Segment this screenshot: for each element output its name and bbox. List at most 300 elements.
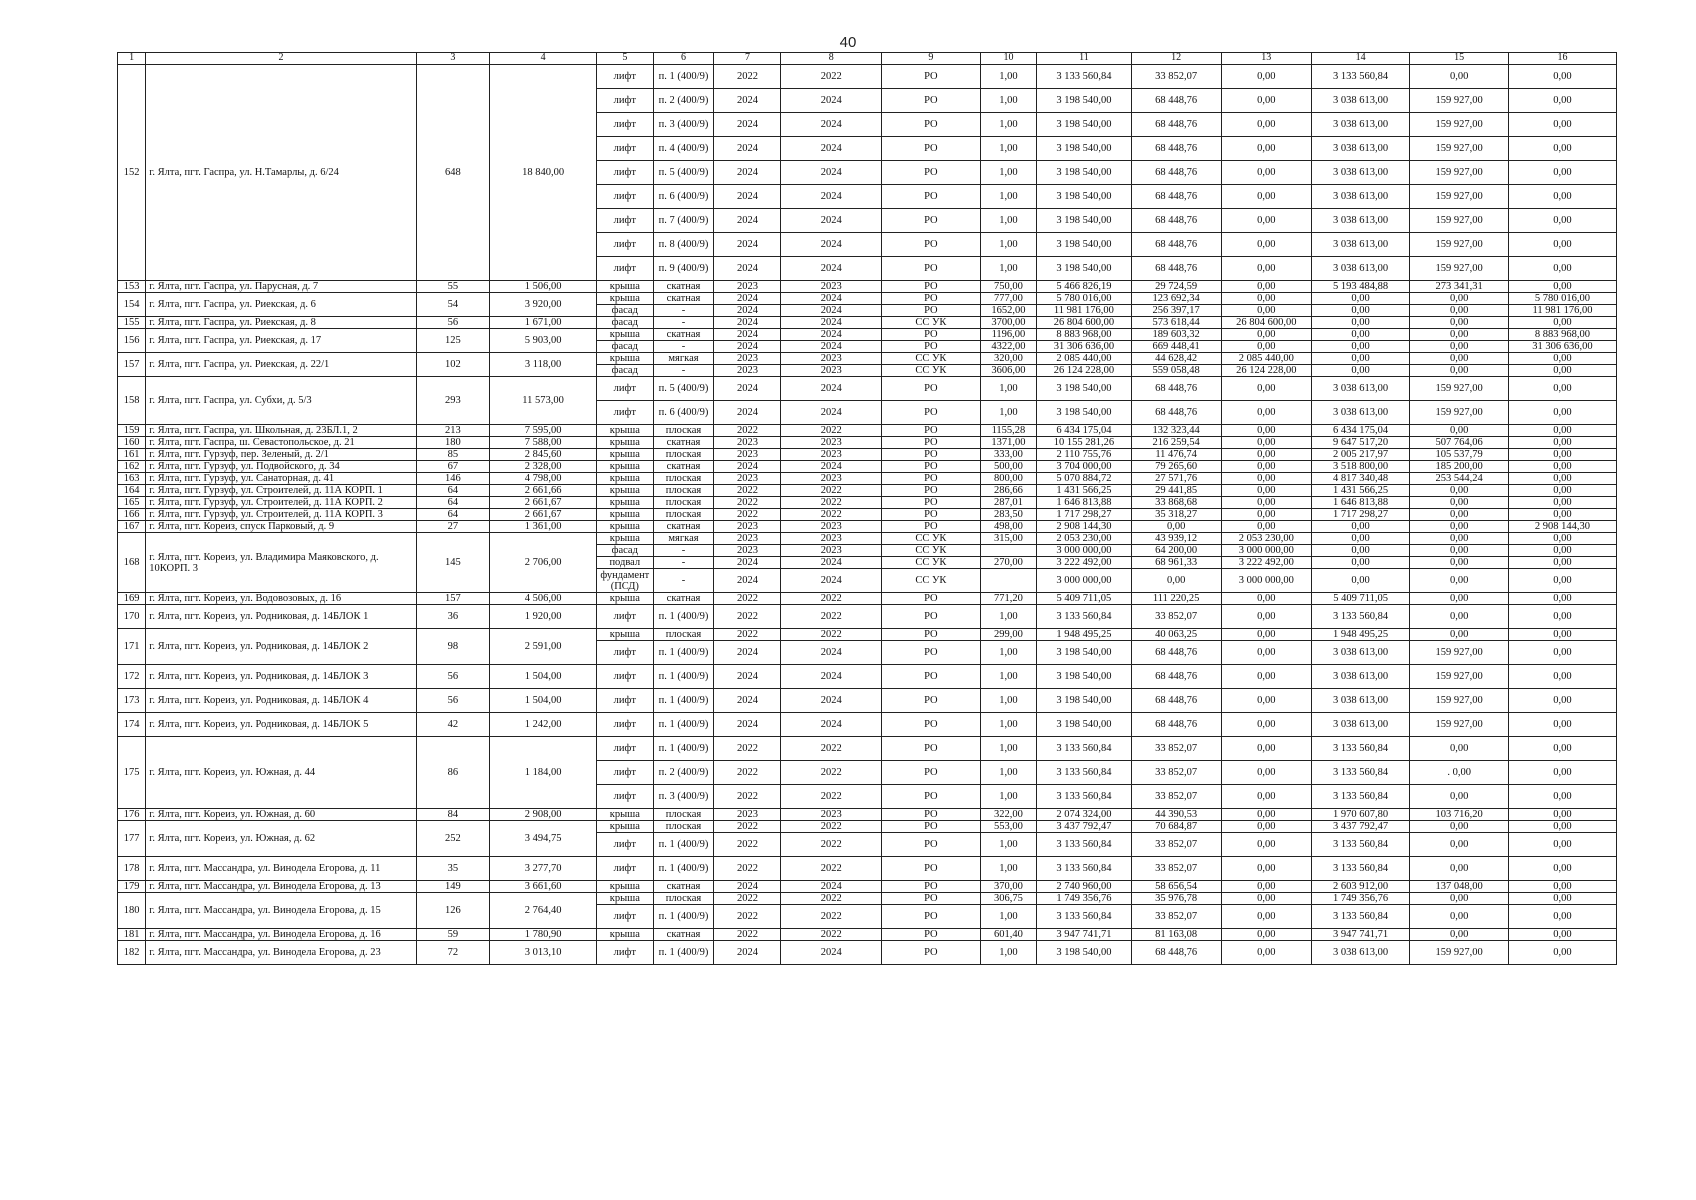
unit-cost-cell: 68 448,76 [1131,209,1221,233]
fund-funds-cell: 3 437 792,47 [1311,821,1410,833]
owners-funds-cell: 0,00 [1221,377,1311,401]
owners-funds-cell: 0,00 [1221,941,1311,965]
unit-cost-cell: 256 397,17 [1131,305,1221,317]
table-row [118,461,1617,473]
year-start-cell: 2022 [714,857,781,881]
other-funds-cell: 2 908 144,30 [1508,521,1616,533]
cost-cell: 3 133 560,84 [1037,65,1131,89]
apartments-cell: 98 [416,629,489,665]
budget-funds-cell: 253 544,24 [1410,473,1509,485]
unit-cost-cell: 68 448,76 [1131,665,1221,689]
address-cell: г. Ялта, пгт. Гурзуф, ул. Строителей, д. 11А КОРП. 3 [146,509,416,521]
apartments-cell: 125 [416,329,489,353]
element-cell: крыша [597,497,654,509]
owners-funds-cell: 0,00 [1221,665,1311,689]
owners-funds-cell: 26 804 600,00 [1221,317,1311,329]
column-header: 5 [597,53,654,65]
other-funds-cell: 0,00 [1508,713,1616,737]
type-cell: п. 1 (400/9) [653,65,714,89]
fund-funds-cell: 0,00 [1311,569,1410,593]
element-cell: крыша [597,533,654,545]
unit-cost-cell: 33 852,07 [1131,833,1221,857]
method-cell: РО [882,185,981,209]
fund-funds-cell: 3 133 560,84 [1311,737,1410,761]
other-funds-cell: 0,00 [1508,881,1616,893]
unit-cost-cell: 573 618,44 [1131,317,1221,329]
fund-funds-cell: 9 647 517,20 [1311,437,1410,449]
unit-cost-cell: 11 476,74 [1131,449,1221,461]
owners-funds-cell: 0,00 [1221,425,1311,437]
element-cell: фундамент (ПСД) [597,569,654,593]
type-cell: п. 1 (400/9) [653,665,714,689]
volume-cell: 1,00 [980,941,1037,965]
row-number-cell: 168 [118,533,146,593]
area-cell: 1 242,00 [490,713,597,737]
unit-cost-cell: 68 448,76 [1131,401,1221,425]
type-cell: - [653,317,714,329]
method-cell: СС УК [882,533,981,545]
year-start-cell: 2024 [714,89,781,113]
year-start-cell: 2024 [714,305,781,317]
table-row [118,353,1617,365]
year-start-cell: 2022 [714,929,781,941]
other-funds-cell: 0,00 [1508,317,1616,329]
budget-funds-cell: 0,00 [1410,65,1509,89]
budget-funds-cell: 159 927,00 [1410,113,1509,137]
year-start-cell: 2022 [714,605,781,629]
owners-funds-cell: 0,00 [1221,509,1311,521]
unit-cost-cell: 29 441,85 [1131,485,1221,497]
budget-funds-cell: 159 927,00 [1410,185,1509,209]
method-cell: РО [882,65,981,89]
row-number-cell: 158 [118,377,146,425]
column-header: 13 [1221,53,1311,65]
year-end-cell: 2023 [781,449,882,461]
area-cell: 3 277,70 [490,857,597,881]
type-cell: п. 1 (400/9) [653,905,714,929]
table-row [118,521,1617,533]
method-cell: СС УК [882,569,981,593]
table-row [118,713,1617,737]
year-start-cell: 2023 [714,533,781,545]
volume-cell: 1,00 [980,377,1037,401]
address-cell: г. Ялта, пгт. Кореиз, ул. Южная, д. 44 [146,737,416,809]
other-funds-cell: 0,00 [1508,569,1616,593]
budget-funds-cell: 185 200,00 [1410,461,1509,473]
address-cell: г. Ялта, пгт. Кореиз, ул. Родниковая, д. 14БЛОК 4 [146,689,416,713]
volume-cell: 1,00 [980,137,1037,161]
year-end-cell: 2024 [781,377,882,401]
address-cell: г. Ялта, пгт. Гаспра, ул. Риекская, д. 6 [146,293,416,317]
cost-cell: 3 198 540,00 [1037,941,1131,965]
budget-funds-cell: 159 927,00 [1410,713,1509,737]
budget-funds-cell: 0,00 [1410,317,1509,329]
year-end-cell: 2022 [781,905,882,929]
unit-cost-cell: 44 390,53 [1131,809,1221,821]
other-funds-cell: 0,00 [1508,641,1616,665]
year-start-cell: 2023 [714,365,781,377]
budget-funds-cell: 0,00 [1410,929,1509,941]
volume-cell: 1,00 [980,761,1037,785]
cost-cell: 2 074 324,00 [1037,809,1131,821]
address-cell: г. Ялта, пгт. Гаспра, ул. Парусная, д. 7 [146,281,416,293]
row-number-cell: 163 [118,473,146,485]
method-cell: РО [882,257,981,281]
type-cell: п. 1 (400/9) [653,689,714,713]
owners-funds-cell: 0,00 [1221,341,1311,353]
table-row [118,689,1617,713]
element-cell: крыша [597,437,654,449]
unit-cost-cell: 68 448,76 [1131,713,1221,737]
address-cell: г. Ялта, пгт. Массандра, ул. Винодела Егорова, д. 23 [146,941,416,965]
type-cell: п. 5 (400/9) [653,377,714,401]
year-end-cell: 2023 [781,533,882,545]
repair-program-table [117,52,1617,965]
apartments-cell: 54 [416,293,489,317]
type-cell: скатная [653,881,714,893]
volume-cell: 287,01 [980,497,1037,509]
method-cell: РО [882,137,981,161]
area-cell: 1 920,00 [490,605,597,629]
volume-cell: 1,00 [980,401,1037,425]
other-funds-cell: 0,00 [1508,545,1616,557]
address-cell: г. Ялта, пгт. Гаспра, ул. Риекская, д. 22/1 [146,353,416,377]
volume-cell: 299,00 [980,629,1037,641]
other-funds-cell: 0,00 [1508,689,1616,713]
element-cell: фасад [597,365,654,377]
year-end-cell: 2024 [781,569,882,593]
year-end-cell: 2022 [781,737,882,761]
year-start-cell: 2024 [714,881,781,893]
owners-funds-cell: 3 222 492,00 [1221,557,1311,569]
year-start-cell: 2022 [714,509,781,521]
element-cell: лифт [597,605,654,629]
owners-funds-cell: 0,00 [1221,929,1311,941]
year-start-cell: 2024 [714,257,781,281]
volume-cell: 1,00 [980,713,1037,737]
row-number-cell: 167 [118,521,146,533]
column-header: 12 [1131,53,1221,65]
volume-cell: 322,00 [980,809,1037,821]
owners-funds-cell: 0,00 [1221,833,1311,857]
address-cell: г. Ялта, пгт. Гурзуф, ул. Санаторная, д. 41 [146,473,416,485]
type-cell: п. 3 (400/9) [653,113,714,137]
other-funds-cell: 0,00 [1508,893,1616,905]
year-end-cell: 2023 [781,353,882,365]
owners-funds-cell: 0,00 [1221,761,1311,785]
table-row [118,533,1617,545]
table-row [118,881,1617,893]
owners-funds-cell: 0,00 [1221,857,1311,881]
address-cell: г. Ялта, пгт. Массандра, ул. Винодела Егорова, д. 15 [146,893,416,929]
row-number-cell: 154 [118,293,146,317]
address-cell: г. Ялта, пгт. Кореиз, ул. Южная, д. 62 [146,821,416,857]
fund-funds-cell: 0,00 [1311,365,1410,377]
unit-cost-cell: 64 200,00 [1131,545,1221,557]
year-start-cell: 2022 [714,821,781,833]
fund-funds-cell: 0,00 [1311,317,1410,329]
volume-cell: 1155,28 [980,425,1037,437]
cost-cell: 3 947 741,71 [1037,929,1131,941]
fund-funds-cell: 0,00 [1311,305,1410,317]
owners-funds-cell: 2 053 230,00 [1221,533,1311,545]
method-cell: РО [882,233,981,257]
owners-funds-cell: 0,00 [1221,137,1311,161]
element-cell: фасад [597,317,654,329]
row-number-cell: 171 [118,629,146,665]
year-start-cell: 2022 [714,629,781,641]
year-end-cell: 2022 [781,821,882,833]
year-end-cell: 2022 [781,65,882,89]
fund-funds-cell: 0,00 [1311,545,1410,557]
year-end-cell: 2024 [781,113,882,137]
volume-cell: 1,00 [980,113,1037,137]
fund-funds-cell: 6 434 175,04 [1311,425,1410,437]
element-cell: лифт [597,377,654,401]
address-cell: г. Ялта, пгт. Массандра, ул. Винодела Егорова, д. 13 [146,881,416,893]
fund-funds-cell: 0,00 [1311,293,1410,305]
method-cell: РО [882,161,981,185]
fund-funds-cell: 0,00 [1311,521,1410,533]
element-cell: фасад [597,341,654,353]
type-cell: п. 1 (400/9) [653,857,714,881]
year-end-cell: 2023 [781,473,882,485]
area-cell: 2 328,00 [490,461,597,473]
unit-cost-cell: 68 448,76 [1131,641,1221,665]
cost-cell: 1 948 495,25 [1037,629,1131,641]
address-cell: г. Ялта, пгт. Кореиз, ул. Водовозовых, д. 16 [146,593,416,605]
element-cell: лифт [597,89,654,113]
volume-cell: 1,00 [980,689,1037,713]
volume-cell: 1,00 [980,605,1037,629]
budget-funds-cell: 105 537,79 [1410,449,1509,461]
other-funds-cell: 0,00 [1508,461,1616,473]
year-start-cell: 2022 [714,593,781,605]
year-start-cell: 2023 [714,281,781,293]
unit-cost-cell: 68 448,76 [1131,233,1221,257]
year-end-cell: 2024 [781,329,882,341]
method-cell: РО [882,737,981,761]
address-cell: г. Ялта, пгт. Гурзуф, ул. Подвойского, д. 34 [146,461,416,473]
method-cell: РО [882,377,981,401]
method-cell: РО [882,929,981,941]
type-cell: - [653,305,714,317]
volume-cell: 1,00 [980,209,1037,233]
year-end-cell: 2022 [781,857,882,881]
volume-cell: 1,00 [980,233,1037,257]
year-start-cell: 2023 [714,353,781,365]
owners-funds-cell: 0,00 [1221,329,1311,341]
cost-cell: 3 704 000,00 [1037,461,1131,473]
cost-cell: 3 198 540,00 [1037,689,1131,713]
address-cell: г. Ялта, пгт. Гаспра, ул. Школьная, д. 23БЛ.1, 2 [146,425,416,437]
fund-funds-cell: 3 133 560,84 [1311,905,1410,929]
volume-cell: 777,00 [980,293,1037,305]
fund-funds-cell: 3 038 613,00 [1311,689,1410,713]
budget-funds-cell: 159 927,00 [1410,665,1509,689]
method-cell: РО [882,713,981,737]
budget-funds-cell: 159 927,00 [1410,89,1509,113]
budget-funds-cell: 0,00 [1410,353,1509,365]
element-cell: крыша [597,521,654,533]
method-cell: РО [882,593,981,605]
apartments-cell: 42 [416,713,489,737]
cost-cell: 3 437 792,47 [1037,821,1131,833]
table-row [118,665,1617,689]
other-funds-cell: 0,00 [1508,437,1616,449]
budget-funds-cell: 273 341,31 [1410,281,1509,293]
other-funds-cell: 0,00 [1508,365,1616,377]
address-cell: г. Ялта, пгт. Кореиз, спуск Парковый, д. 9 [146,521,416,533]
apartments-cell: 149 [416,881,489,893]
type-cell: п. 6 (400/9) [653,401,714,425]
apartments-cell: 64 [416,509,489,521]
other-funds-cell: 5 780 016,00 [1508,293,1616,305]
owners-funds-cell: 0,00 [1221,185,1311,209]
type-cell: - [653,557,714,569]
row-number-cell: 152 [118,65,146,281]
volume-cell: 601,40 [980,929,1037,941]
element-cell: крыша [597,893,654,905]
volume-cell: 370,00 [980,881,1037,893]
cost-cell: 3 198 540,00 [1037,665,1131,689]
row-number-cell: 155 [118,317,146,329]
cost-cell: 3 222 492,00 [1037,557,1131,569]
element-cell: подвал [597,557,654,569]
table-row [118,317,1617,329]
owners-funds-cell: 0,00 [1221,281,1311,293]
cost-cell: 5 466 826,19 [1037,281,1131,293]
fund-funds-cell: 3 133 560,84 [1311,785,1410,809]
method-cell: РО [882,665,981,689]
apartments-cell: 157 [416,593,489,605]
volume-cell: 283,50 [980,509,1037,521]
apartments-cell: 213 [416,425,489,437]
area-cell: 2 764,40 [490,893,597,929]
other-funds-cell: 0,00 [1508,929,1616,941]
fund-funds-cell: 0,00 [1311,341,1410,353]
unit-cost-cell: 68 448,76 [1131,941,1221,965]
year-end-cell: 2024 [781,401,882,425]
year-end-cell: 2024 [781,137,882,161]
year-start-cell: 2022 [714,65,781,89]
apartments-cell: 64 [416,497,489,509]
unit-cost-cell: 33 852,07 [1131,605,1221,629]
row-number-cell: 170 [118,605,146,629]
apartments-cell: 36 [416,605,489,629]
owners-funds-cell: 3 000 000,00 [1221,569,1311,593]
element-cell: лифт [597,65,654,89]
budget-funds-cell: 0,00 [1410,533,1509,545]
owners-funds-cell: 0,00 [1221,257,1311,281]
year-end-cell: 2023 [781,437,882,449]
row-number-cell: 181 [118,929,146,941]
volume-cell: 500,00 [980,461,1037,473]
row-number-cell: 169 [118,593,146,605]
fund-funds-cell: 3 133 560,84 [1311,833,1410,857]
budget-funds-cell: 0,00 [1410,821,1509,833]
element-cell: крыша [597,509,654,521]
method-cell: РО [882,461,981,473]
fund-funds-cell: 1 431 566,25 [1311,485,1410,497]
area-cell: 3 661,60 [490,881,597,893]
type-cell: скатная [653,593,714,605]
year-start-cell: 2024 [714,317,781,329]
year-start-cell: 2024 [714,713,781,737]
other-funds-cell: 0,00 [1508,113,1616,137]
apartments-cell: 72 [416,941,489,965]
other-funds-cell: 0,00 [1508,557,1616,569]
owners-funds-cell: 0,00 [1221,821,1311,833]
unit-cost-cell: 68 448,76 [1131,137,1221,161]
method-cell: СС УК [882,545,981,557]
table-row [118,281,1617,293]
budget-funds-cell: 0,00 [1410,485,1509,497]
cost-cell: 3 198 540,00 [1037,137,1131,161]
year-end-cell: 2023 [781,545,882,557]
cost-cell: 3 198 540,00 [1037,161,1131,185]
unit-cost-cell: 44 628,42 [1131,353,1221,365]
element-cell: лифт [597,401,654,425]
area-cell: 1 506,00 [490,281,597,293]
volume-cell: 1,00 [980,785,1037,809]
cost-cell: 1 717 298,27 [1037,509,1131,521]
address-cell: г. Ялта, пгт. Кореиз, ул. Родниковая, д. 14БЛОК 2 [146,629,416,665]
fund-funds-cell: 0,00 [1311,557,1410,569]
element-cell: крыша [597,353,654,365]
volume-cell: 553,00 [980,821,1037,833]
budget-funds-cell: . 0,00 [1410,761,1509,785]
address-cell: г. Ялта, пгт. Кореиз, ул. Родниковая, д. 14БЛОК 5 [146,713,416,737]
budget-funds-cell: 103 716,20 [1410,809,1509,821]
year-start-cell: 2024 [714,665,781,689]
year-start-cell: 2022 [714,761,781,785]
table-row [118,449,1617,461]
table-row [118,293,1617,305]
column-number-row [118,53,1617,65]
cost-cell: 3 198 540,00 [1037,257,1131,281]
row-number-cell: 175 [118,737,146,809]
element-cell: крыша [597,629,654,641]
fund-funds-cell: 1 717 298,27 [1311,509,1410,521]
unit-cost-cell: 559 058,48 [1131,365,1221,377]
cost-cell: 1 431 566,25 [1037,485,1131,497]
element-cell: лифт [597,233,654,257]
type-cell: скатная [653,461,714,473]
method-cell: РО [882,521,981,533]
volume-cell: 750,00 [980,281,1037,293]
year-start-cell: 2024 [714,341,781,353]
row-number-cell: 162 [118,461,146,473]
apartments-cell: 56 [416,317,489,329]
area-cell: 2 591,00 [490,629,597,665]
other-funds-cell: 0,00 [1508,353,1616,365]
cost-cell: 10 155 281,26 [1037,437,1131,449]
area-cell: 2 661,67 [490,509,597,521]
year-end-cell: 2024 [781,713,882,737]
volume-cell: 1196,00 [980,329,1037,341]
volume-cell: 286,66 [980,485,1037,497]
cost-cell: 3 198 540,00 [1037,641,1131,665]
year-end-cell: 2022 [781,485,882,497]
year-end-cell: 2024 [781,665,882,689]
method-cell: РО [882,281,981,293]
budget-funds-cell: 0,00 [1410,509,1509,521]
volume-cell: 3700,00 [980,317,1037,329]
row-number-cell: 178 [118,857,146,881]
other-funds-cell: 0,00 [1508,785,1616,809]
apartments-cell: 55 [416,281,489,293]
